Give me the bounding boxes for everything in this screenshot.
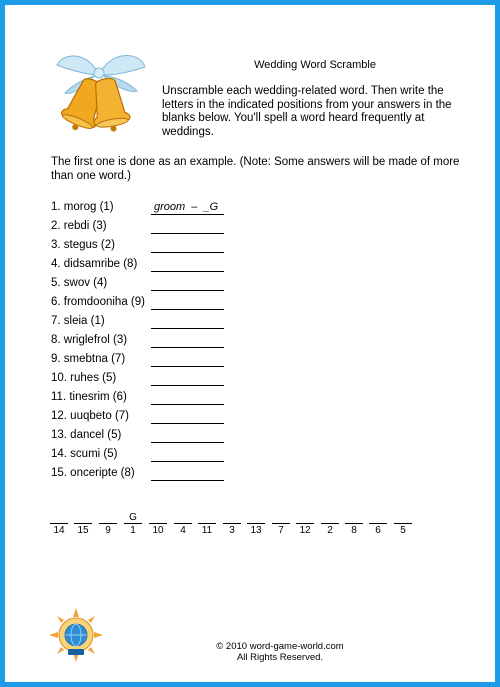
answer-blank[interactable] — [151, 480, 224, 481]
scrambled-word: 11. tinesrim (6) — [51, 391, 127, 403]
scrambled-word: 7. sleia (1) — [51, 315, 105, 327]
slot-number: 13 — [250, 525, 262, 536]
word-row — [51, 467, 291, 486]
scrambled-word: 15. onceripte (8) — [51, 467, 135, 479]
slot-number: 5 — [400, 525, 406, 536]
slot-letter — [246, 512, 266, 523]
slot-number: 14 — [53, 525, 65, 536]
slot-letter — [344, 512, 364, 523]
scrambled-word: 6. fromdooniha (9) — [51, 296, 145, 308]
word-row — [51, 410, 291, 429]
answer-blank[interactable] — [151, 290, 224, 291]
letter-slot[interactable] — [393, 512, 413, 537]
letter-slot[interactable] — [49, 512, 69, 537]
slot-letter — [295, 512, 315, 523]
scrambled-word: 14. scumi (5) — [51, 448, 118, 460]
answer-blank[interactable] — [151, 461, 224, 462]
word-row — [51, 372, 291, 391]
answer-blank[interactable] — [151, 347, 224, 348]
answer-blank[interactable] — [151, 404, 224, 405]
word-row — [51, 296, 291, 315]
scrambled-word: 2. rebdi (3) — [51, 220, 107, 232]
copyright-text: © 2010 word-game-world.com — [216, 641, 344, 652]
slot-number: 1 — [130, 525, 136, 536]
letter-slot[interactable] — [98, 512, 118, 537]
answer-blank[interactable] — [151, 385, 224, 386]
letter-slot[interactable] — [173, 512, 193, 537]
slot-number: 7 — [278, 525, 284, 536]
slot-number: 2 — [327, 525, 333, 536]
word-row — [51, 201, 291, 220]
word-row — [51, 429, 291, 448]
scrambled-word: 1. morog (1) — [51, 201, 114, 213]
slot-letter — [271, 512, 291, 523]
answer-blank[interactable] — [151, 233, 224, 234]
answer-blank[interactable] — [151, 309, 224, 310]
word-row — [51, 258, 291, 277]
word-row — [51, 315, 291, 334]
scrambled-word: 8. wriglefrol (3) — [51, 334, 128, 346]
letter-slot[interactable] — [246, 512, 266, 537]
slot-letter — [197, 512, 217, 523]
scrambled-word: 10. ruhes (5) — [51, 372, 117, 384]
answer-blank[interactable] — [151, 366, 224, 367]
letter-slot[interactable] — [73, 512, 93, 537]
scramble-word-list — [51, 201, 291, 486]
word-row — [51, 239, 291, 258]
slot-letter — [368, 512, 388, 523]
letter-slot[interactable] — [197, 512, 217, 537]
scrambled-word: 13. dancel (5) — [51, 429, 122, 441]
wedding-bells-icon — [45, 43, 155, 143]
scrambled-word: 5. swov (4) — [51, 277, 108, 289]
letter-slot[interactable] — [295, 512, 315, 537]
slot-letter — [320, 512, 340, 523]
slot-letter — [49, 512, 69, 523]
slot-letter — [173, 512, 193, 523]
answer-blank[interactable] — [151, 442, 224, 443]
letter-slot[interactable] — [368, 512, 388, 537]
answer-blank[interactable] — [151, 252, 224, 253]
example-answer: groom – _G — [154, 201, 219, 213]
letter-slot[interactable] — [222, 512, 242, 537]
word-row — [51, 277, 291, 296]
answer-blank[interactable] — [151, 328, 224, 329]
answer-blank[interactable] — [151, 271, 224, 272]
word-row — [51, 391, 291, 410]
slot-letter — [222, 512, 242, 523]
slot-letter: G — [129, 512, 137, 523]
word-row — [51, 220, 291, 239]
answer-blank[interactable] — [151, 423, 224, 424]
instructions-text: Unscramble each wedding-related word. Then write the letters in the indicated positions from your answers in the blanks below. You'll spell a word heard frequently at weddings. — [162, 85, 452, 138]
letter-slot[interactable] — [271, 512, 291, 537]
answer-blank[interactable] — [151, 214, 224, 215]
letter-slot[interactable] — [123, 512, 143, 537]
secret-word-blanks — [49, 512, 429, 542]
slot-number: 10 — [152, 525, 164, 536]
slot-number: 15 — [77, 525, 89, 536]
slot-number: 8 — [351, 525, 357, 536]
slot-letter — [393, 512, 413, 523]
word-row — [51, 334, 291, 353]
slot-number: 12 — [299, 525, 311, 536]
word-row — [51, 353, 291, 372]
letter-slot[interactable] — [148, 512, 168, 537]
slot-letter — [98, 512, 118, 523]
slot-number: 6 — [375, 525, 381, 536]
letter-slot[interactable] — [320, 512, 340, 537]
page-title: Wedding Word Scramble — [254, 59, 376, 71]
scrambled-word: 9. smebtna (7) — [51, 353, 126, 365]
example-note: The first one is done as an example. (Note: Some answers will be made of more than one word.) — [51, 156, 460, 182]
letter-slot[interactable] — [344, 512, 364, 537]
slot-letter — [73, 512, 93, 523]
slot-number: 9 — [105, 525, 111, 536]
slot-number: 11 — [201, 525, 213, 536]
scrambled-word: 3. stegus (2) — [51, 239, 115, 251]
slot-number: 4 — [180, 525, 186, 536]
slot-number: 3 — [229, 525, 235, 536]
word-row — [51, 448, 291, 467]
scrambled-word: 4. didsamribe (8) — [51, 258, 138, 270]
rights-text: All Rights Reserved. — [236, 652, 324, 663]
slot-letter — [148, 512, 168, 523]
word-game-world-logo-icon — [48, 607, 104, 663]
scrambled-word: 12. uuqbeto (7) — [51, 410, 130, 422]
copyright-footer — [175, 641, 385, 663]
